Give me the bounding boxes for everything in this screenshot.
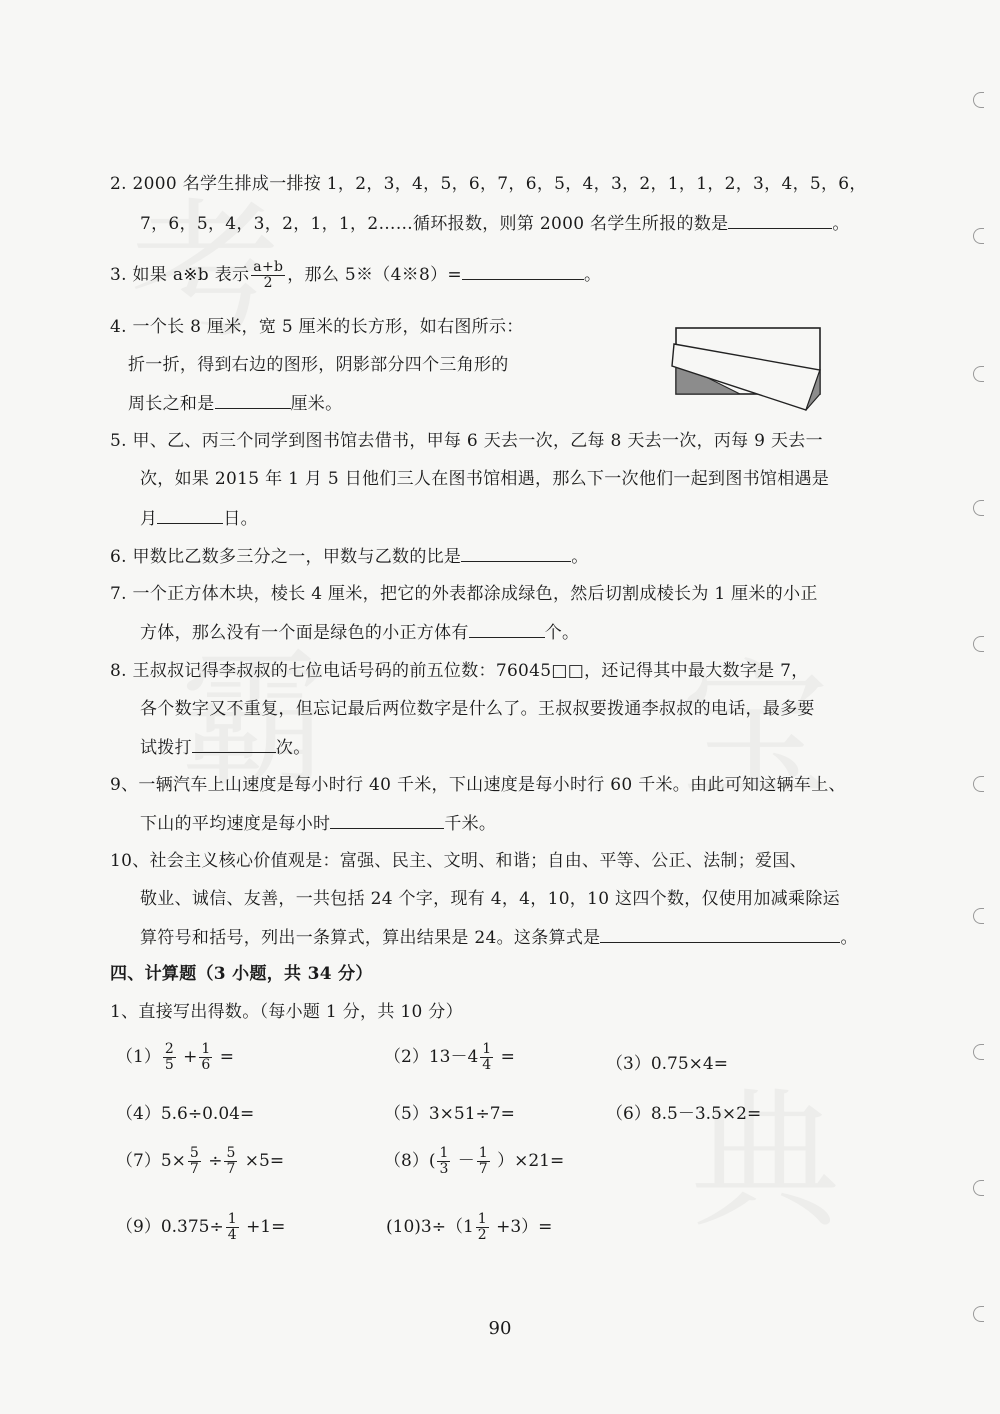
question-8-end: 次。 bbox=[275, 738, 311, 758]
calc-item-8 bbox=[384, 1146, 564, 1177]
question-9-text: 下山的平均速度是每小时 bbox=[140, 814, 331, 834]
fraction-denominator: 7 bbox=[189, 1161, 199, 1177]
operator: ÷ bbox=[208, 1151, 223, 1171]
folded-rectangle-figure bbox=[660, 322, 830, 418]
fraction bbox=[251, 260, 285, 291]
question-9-line-1: 9、一辆汽车上山速度是每小时行 40 千米，下山速度是每小时行 60 千米。由此可知这辆车上、 bbox=[110, 775, 846, 795]
calc-tail: +1= bbox=[246, 1217, 286, 1237]
fraction-denominator: 7 bbox=[226, 1161, 236, 1177]
fraction bbox=[477, 1146, 490, 1177]
calc-item-5: （5）3×51÷7= bbox=[384, 1104, 515, 1124]
question-5-line-2: 次，如果 2015 年 1 月 5 日他们三人在图书馆相遇，那么下一次他们一起到图书馆相遇是 bbox=[140, 469, 830, 489]
question-5-line-3 bbox=[140, 507, 258, 530]
calc-label: （1） bbox=[116, 1047, 161, 1067]
binder-hole bbox=[973, 1044, 984, 1060]
answer-blank[interactable] bbox=[462, 263, 584, 280]
calc-item-3: （3）0.75×4= bbox=[606, 1054, 728, 1074]
calc-label: （7）5× bbox=[116, 1151, 186, 1171]
fraction-numerator: 1 bbox=[482, 1041, 492, 1057]
question-6 bbox=[110, 545, 589, 568]
binder-hole bbox=[973, 1180, 984, 1196]
binder-hole bbox=[973, 92, 984, 108]
page-number: 90 bbox=[488, 1318, 512, 1339]
fraction-denominator: 7 bbox=[478, 1161, 488, 1177]
question-4-text: 周长之和是 bbox=[128, 394, 215, 414]
calc-item-10 bbox=[386, 1212, 552, 1243]
operator: － bbox=[457, 1151, 475, 1171]
fraction-numerator: 5 bbox=[189, 1145, 199, 1161]
question-3 bbox=[110, 258, 601, 292]
question-8-text: 试拨打 bbox=[140, 738, 192, 758]
fraction bbox=[226, 1212, 239, 1243]
question-10-text: 算符号和括号，列出一条算式，算出结果是 24。这条算式是 bbox=[140, 928, 601, 948]
calc-item-4: （4）5.6÷0.04= bbox=[116, 1104, 255, 1124]
fraction bbox=[224, 1146, 237, 1177]
fraction-denominator: 4 bbox=[482, 1057, 492, 1073]
question-4-line-3 bbox=[128, 392, 342, 415]
calc-label: (10)3÷（1 bbox=[386, 1217, 474, 1237]
fraction-denominator: 3 bbox=[439, 1161, 449, 1177]
fraction-denominator: 2 bbox=[263, 275, 273, 291]
subsection-title: 1、直接写出得数。（每小题 1 分，共 10 分） bbox=[110, 1002, 463, 1022]
fraction-numerator: 1 bbox=[439, 1145, 449, 1161]
fraction bbox=[476, 1212, 489, 1243]
answer-blank[interactable] bbox=[600, 926, 840, 943]
answer-blank[interactable] bbox=[192, 736, 276, 753]
fraction bbox=[199, 1042, 212, 1073]
question-7-end: 个。 bbox=[544, 623, 580, 643]
fraction-numerator: 1 bbox=[201, 1041, 211, 1057]
question-4-line-2: 折一折，得到右边的图形，阴影部分四个三角形的 bbox=[128, 355, 509, 375]
calc-item-2 bbox=[384, 1042, 515, 1073]
fraction bbox=[437, 1146, 450, 1177]
fraction-denominator: 5 bbox=[164, 1057, 174, 1073]
binder-hole bbox=[973, 500, 984, 516]
answer-blank[interactable] bbox=[215, 392, 291, 409]
fraction-denominator: 6 bbox=[201, 1057, 211, 1073]
question-10-end: 。 bbox=[840, 928, 858, 948]
calc-tail: ）×21= bbox=[497, 1151, 565, 1171]
calc-item-9 bbox=[116, 1212, 285, 1243]
fraction bbox=[480, 1042, 493, 1073]
question-10-line-3 bbox=[140, 926, 858, 949]
question-5-end: 日。 bbox=[223, 509, 258, 529]
question-9-line-2 bbox=[140, 812, 496, 835]
calc-label: （2）13－4 bbox=[384, 1047, 479, 1067]
question-9-end: 千米。 bbox=[444, 814, 497, 834]
fraction-numerator: a+b bbox=[253, 259, 284, 275]
operator: + bbox=[183, 1047, 198, 1067]
question-4-line-1: 4. 一个长 8 厘米，宽 5 厘米的长方形，如右图所示： bbox=[110, 317, 524, 337]
question-8-line-2: 各个数字又不重复，但忘记最后两位数字是什么了。王叔叔要拨通李叔叔的电话，最多要 bbox=[140, 699, 815, 719]
answer-blank[interactable] bbox=[461, 545, 571, 562]
question-6-text: 6. 甲数比乙数多三分之一，甲数与乙数的比是 bbox=[110, 547, 462, 567]
answer-blank[interactable] bbox=[157, 507, 223, 524]
answer-blank[interactable] bbox=[469, 621, 545, 638]
fraction bbox=[188, 1146, 201, 1177]
binder-hole bbox=[973, 228, 984, 244]
fraction-numerator: 1 bbox=[227, 1211, 237, 1227]
fraction-numerator: 2 bbox=[164, 1041, 174, 1057]
question-7-line-1: 7. 一个正方体木块，棱长 4 厘米，把它的外表都涂成绿色，然后切割成棱长为 1 厘米的小正 bbox=[110, 584, 818, 604]
question-4-end: 厘米。 bbox=[290, 394, 343, 414]
question-2-line-1: 2. 2000 名学生排成一排按 1，2，3，4，5，6，7，6，5，4，3，2，1，1，2，3，4，5，6， bbox=[110, 174, 867, 194]
equals: = bbox=[500, 1047, 515, 1067]
binder-hole bbox=[973, 908, 984, 924]
equals: = bbox=[219, 1047, 234, 1067]
question-2-end: 。 bbox=[832, 214, 850, 234]
calc-label: （9）0.375÷ bbox=[116, 1217, 224, 1237]
answer-blank[interactable] bbox=[330, 812, 444, 829]
binder-hole bbox=[973, 636, 984, 652]
question-10-line-2: 敬业、诚信、友善，一共包括 24 个字，现有 4，4，10，10 这四个数，仅使用加减乘除运 bbox=[140, 889, 840, 909]
question-5-month: 月 bbox=[140, 509, 158, 529]
calc-tail: +3）= bbox=[496, 1217, 553, 1237]
fraction-numerator: 5 bbox=[226, 1145, 236, 1161]
answer-blank[interactable] bbox=[728, 212, 832, 229]
question-3-mid: ，那么 5※（4※8）= bbox=[287, 265, 462, 285]
question-8-line-1: 8. 王叔叔记得李叔叔的七位电话号码的前五位数：76045□□，还记得其中最大数字是 7， bbox=[110, 661, 809, 681]
binder-hole bbox=[973, 366, 984, 382]
question-3-text: 3. 如果 a※b 表示 bbox=[110, 265, 250, 285]
question-2-line-2 bbox=[140, 212, 850, 235]
calc-item-6: （6）8.5－3.5×2= bbox=[606, 1104, 762, 1124]
calc-item-7 bbox=[116, 1146, 284, 1177]
question-7-text: 方体，那么没有一个面是绿色的小正方体有 bbox=[140, 623, 469, 643]
fraction-numerator: 1 bbox=[478, 1145, 488, 1161]
question-6-end: 。 bbox=[571, 547, 589, 567]
fraction-numerator: 1 bbox=[477, 1211, 487, 1227]
question-5-line-1: 5. 甲、乙、丙三个同学到图书馆去借书，甲每 6 天去一次，乙每 8 天去一次，丙每 9 天去一 bbox=[110, 431, 823, 451]
question-3-end: 。 bbox=[583, 265, 602, 285]
question-8-line-3 bbox=[140, 736, 311, 759]
fraction-denominator: 2 bbox=[477, 1227, 487, 1243]
fraction-denominator: 4 bbox=[227, 1227, 237, 1243]
calc-item-1 bbox=[116, 1042, 234, 1073]
calc-label: （8）( bbox=[384, 1151, 436, 1171]
question-7-line-2 bbox=[140, 621, 579, 644]
section-title: 四、计算题（3 小题，共 34 分） bbox=[110, 964, 373, 984]
question-2-text: 7，6，5，4，3，2，1，1，2……循环报数，则第 2000 名学生所报的数是 bbox=[140, 214, 729, 234]
binder-hole bbox=[973, 776, 984, 792]
fraction bbox=[163, 1042, 176, 1073]
calc-tail: ×5= bbox=[244, 1151, 285, 1171]
question-10-line-1: 10、社会主义核心价值观是：富强、民主、文明、和谐；自由、平等、公正、法制；爱国、 bbox=[110, 851, 807, 871]
